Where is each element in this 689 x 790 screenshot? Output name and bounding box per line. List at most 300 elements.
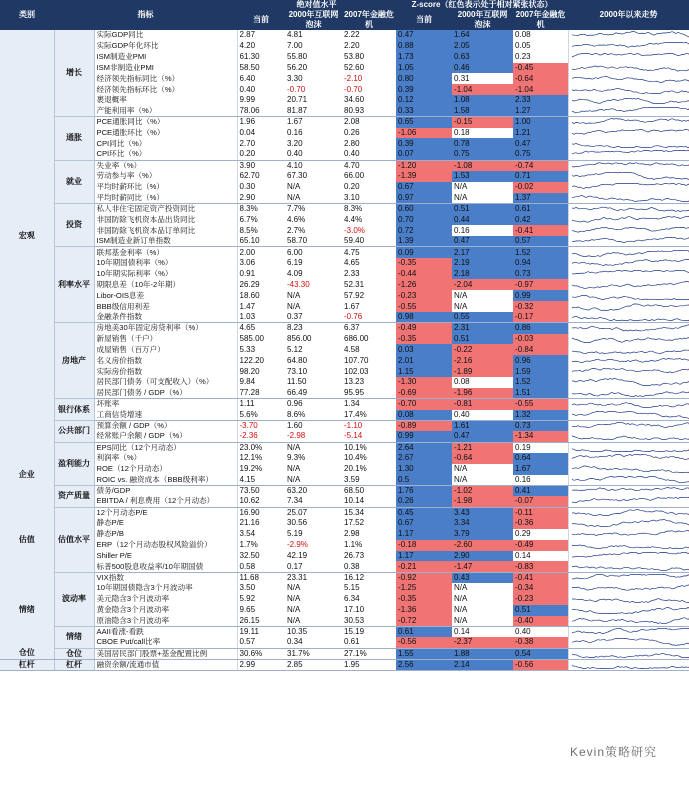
sparkline-chart [571, 616, 689, 626]
trend-sparkline [568, 138, 689, 149]
sparkline-chart [571, 236, 689, 246]
indicator-name: EBITDA / 利息费用（12个月动态） [94, 496, 237, 507]
abs-value: 0.38 [342, 561, 396, 572]
trend-sparkline [568, 214, 689, 225]
abs-value: 107.70 [344, 355, 369, 365]
sparkline-chart [571, 215, 689, 225]
zscore-value: 1.27 [513, 106, 568, 117]
sparkline-path [572, 43, 689, 48]
indicator-name: 平均时薪同比（%） [94, 193, 237, 204]
header-zscore: Z-score（红色表示处于相对紧张状态） [396, 0, 568, 10]
trend-sparkline [568, 247, 689, 258]
indicator-name: 成屋销售（百万户） [94, 344, 237, 355]
abs-value: N/A [287, 301, 301, 311]
trend-sparkline [568, 128, 689, 139]
category-cell: 企业 [0, 442, 54, 507]
table-row [0, 453, 689, 464]
abs-value: -43.30 [287, 279, 310, 289]
trend-sparkline [568, 160, 689, 171]
sparkline-path [572, 358, 689, 362]
abs-value: 585.00 [239, 334, 264, 344]
abs-value: -0.76 [342, 312, 396, 323]
sparkline-chart [571, 258, 689, 268]
abs-value: 122.20 [239, 355, 264, 365]
abs-value: -2.98 [285, 431, 342, 442]
abs-value: 10.62 [237, 496, 285, 507]
abs-value: 2.70 [239, 138, 256, 148]
abs-value: 30.53 [342, 616, 396, 627]
abs-value: N/A [287, 442, 301, 452]
table-row [0, 594, 689, 605]
sparkline-chart [571, 204, 689, 214]
zscore-value: -1.36 [396, 605, 452, 616]
abs-value: 4.58 [344, 344, 360, 354]
abs-value: 2.7% [287, 225, 306, 235]
abs-value: 78.06 [237, 106, 285, 117]
zscore-value: -0.35 [396, 258, 452, 269]
trend-sparkline [568, 301, 689, 312]
zscore-value: -0.56 [513, 659, 568, 670]
zscore-value: 0.42 [513, 214, 568, 225]
abs-value: 15.34 [344, 507, 365, 517]
zscore-value: -1.04 [452, 84, 513, 95]
indicator-name: 实际GDP同比 [94, 30, 237, 41]
table-row [0, 583, 689, 594]
indicator-name: 居民部门债务（可支配收入）（%） [94, 377, 237, 388]
abs-value: 66.00 [344, 171, 365, 181]
abs-value: 10.14 [342, 496, 396, 507]
sparkline-chart [571, 540, 689, 550]
sparkline-path [572, 392, 689, 397]
zscore-value: 2.05 [452, 41, 513, 52]
category-cell: 杠杆 [0, 659, 54, 670]
table-row [0, 626, 689, 637]
zscore-value: 0.39 [396, 84, 452, 95]
indicator-name: Shiller P/E [94, 551, 237, 562]
sparkline-chart [571, 345, 689, 355]
trend-sparkline [568, 442, 689, 453]
sparkline-path [572, 665, 689, 668]
trend-sparkline [568, 518, 689, 529]
abs-value: 0.40 [239, 84, 256, 94]
abs-value: 64.80 [287, 355, 308, 365]
sparkline-path [572, 325, 689, 331]
sparkline-chart [571, 106, 689, 116]
sparkline-path [572, 143, 689, 147]
zscore-value: N/A [454, 464, 468, 474]
abs-value: 8.23 [287, 323, 303, 333]
abs-value: 13.23 [344, 377, 365, 387]
indicator-name: 黄金隐含3个月波动率 [94, 605, 237, 616]
sparkline-path [572, 552, 689, 557]
zscore-value: -2.60 [452, 540, 513, 551]
abs-value: 0.04 [239, 128, 256, 138]
sparkline-chart [571, 280, 689, 290]
zscore-value: 1.30 [396, 464, 452, 475]
trend-sparkline [568, 507, 689, 518]
zscore-value: 0.19 [515, 442, 531, 452]
table-row [0, 236, 689, 247]
zscore-value: 0.14 [515, 550, 531, 560]
sparkline-path [572, 281, 689, 288]
abs-value: 27.1% [342, 648, 396, 659]
sparkline-path [572, 151, 689, 155]
abs-value: 4.75 [344, 247, 360, 257]
trend-sparkline [568, 63, 689, 74]
sparkline-path [572, 639, 689, 646]
sparkline-path [572, 216, 689, 222]
table-row [0, 106, 689, 117]
sparkline-chart [571, 161, 689, 171]
zscore-value: 0.97 [396, 193, 452, 204]
abs-value: 10.4% [344, 453, 367, 463]
sparkline-chart [571, 508, 689, 518]
header-abs-level: 绝对值水平 [237, 0, 396, 10]
sparkline-path [572, 566, 689, 571]
trend-sparkline [568, 648, 689, 659]
sparkline-path [572, 173, 689, 180]
zscore-value: 2.90 [452, 551, 513, 562]
abs-value: 58.50 [239, 62, 260, 72]
sparkline-chart [571, 356, 689, 366]
table-row [0, 225, 689, 236]
abs-value: 81.87 [285, 106, 342, 117]
zscore-value: 0.39 [396, 138, 452, 149]
abs-value: 20.71 [287, 95, 308, 105]
sparkline-path [572, 99, 689, 104]
indicator-name: 新屋销售（千户） [94, 334, 237, 345]
table-row [0, 561, 689, 572]
zscore-value: -0.55 [396, 301, 452, 312]
zscore-value: 0.80 [396, 73, 452, 84]
abs-value: 8.5% [239, 225, 258, 235]
zscore-value: 1.17 [396, 551, 452, 562]
sparkline-chart [571, 269, 689, 279]
sparkline-chart [571, 139, 689, 149]
zscore-value: N/A [454, 182, 468, 192]
zscore-value: -0.56 [396, 637, 452, 648]
abs-value: 1.96 [239, 117, 256, 127]
sparkline-chart [571, 63, 689, 73]
table-row [0, 551, 689, 562]
trend-sparkline [568, 334, 689, 345]
abs-value: 0.40 [285, 149, 342, 160]
sparkline-path [572, 32, 689, 38]
table-row [0, 128, 689, 139]
abs-value: 3.54 [239, 529, 256, 539]
trend-sparkline [568, 344, 689, 355]
trend-sparkline [568, 540, 689, 551]
abs-value: 17.4% [342, 410, 396, 421]
trend-sparkline [568, 583, 689, 594]
abs-value: 6.34 [344, 594, 360, 604]
subcategory-cell: 利率水平 [54, 247, 94, 323]
abs-value: 7.00 [287, 41, 303, 51]
abs-value: 0.17 [285, 561, 342, 572]
sparkline-path [572, 403, 689, 408]
abs-value: -5.14 [342, 431, 396, 442]
abs-value: -2.36 [237, 431, 285, 442]
abs-value: 2.87 [239, 30, 256, 40]
trend-sparkline [568, 464, 689, 475]
zscore-value: 0.63 [452, 52, 513, 63]
zscore-value: 2.33 [513, 95, 568, 106]
subcategory-cell: 仓位 [54, 648, 94, 659]
sparkline-path [572, 653, 689, 657]
zscore-value: 0.31 [454, 73, 470, 83]
trend-sparkline [568, 41, 689, 52]
subcategory-cell: 盈利能力 [54, 442, 94, 485]
zscore-value: -0.55 [513, 399, 568, 410]
zscore-value: 0.61 [396, 626, 452, 637]
abs-value: 2.98 [344, 529, 360, 539]
abs-value: 17.10 [344, 605, 365, 615]
col-z-2007: 2007年金融危机 [513, 10, 568, 30]
zscore-value: -0.45 [513, 63, 568, 74]
zscore-value: 0.67 [396, 182, 452, 193]
zscore-value: -0.07 [513, 496, 568, 507]
indicator-name: 居民部门债务 / GDP（%） [94, 388, 237, 399]
sparkline-path [572, 423, 689, 428]
table-row [0, 182, 689, 193]
abs-value: N/A [287, 182, 301, 192]
abs-value: -3.70 [239, 421, 258, 431]
indicator-name: CBOE Put/call比率 [94, 637, 237, 648]
abs-value: 2.22 [344, 30, 360, 40]
indicator-name: 经济领先指标同比（%） [94, 73, 237, 84]
abs-value: 5.19 [287, 529, 303, 539]
subcategory-cell: 银行体系 [54, 399, 94, 421]
abs-value: 17.52 [344, 518, 365, 528]
abs-value: 4.15 [237, 475, 285, 486]
abs-value: 3.90 [239, 160, 256, 170]
zscore-value: 0.47 [452, 236, 513, 247]
trend-sparkline [568, 431, 689, 442]
abs-value: 2.90 [237, 193, 285, 204]
category-cell: 仓位 [0, 648, 54, 659]
zscore-value: -2.04 [452, 279, 513, 290]
sparkline-chart [571, 95, 689, 105]
zscore-value: -0.84 [513, 344, 568, 355]
abs-value: 62.70 [239, 171, 260, 181]
trend-sparkline [568, 117, 689, 128]
abs-value: 16.12 [344, 572, 365, 582]
zscore-value: 1.39 [396, 236, 452, 247]
sparkline-path [572, 119, 689, 124]
abs-value: 23.0% [239, 442, 263, 452]
zscore-value: -0.35 [396, 334, 452, 345]
abs-value: 63.20 [287, 486, 308, 496]
sparkline-chart [571, 41, 689, 51]
table-row [0, 377, 689, 388]
zscore-value: 1.64 [452, 30, 513, 41]
abs-value: -3.0% [344, 225, 365, 235]
zscore-value: 1.52 [513, 377, 568, 388]
abs-value: 19.2% [239, 464, 263, 474]
zscore-value: 0.03 [396, 344, 452, 355]
abs-value: 5.6% [237, 410, 285, 421]
trend-sparkline [568, 659, 689, 670]
sparkline-path [572, 607, 689, 613]
zscore-value: 0.08 [396, 410, 452, 421]
subcategory-cell: 估值水平 [54, 507, 94, 572]
zscore-value: 1.73 [396, 52, 452, 63]
zscore-value: -0.15 [452, 117, 513, 128]
zscore-value: 0.75 [452, 149, 513, 160]
zscore-value: 0.44 [452, 214, 513, 225]
abs-value: 0.58 [237, 561, 285, 572]
abs-value: 10.1% [344, 442, 367, 452]
sparkline-path [572, 270, 689, 274]
zscore-value: 0.70 [396, 214, 452, 225]
zscore-value: 0.47 [396, 30, 452, 41]
zscore-value: -0.03 [513, 334, 568, 345]
table-row [0, 171, 689, 182]
sparkline-chart [571, 660, 689, 670]
abs-value: 68.50 [344, 486, 365, 496]
sparkline-chart [571, 30, 689, 40]
indicator-name: 标普500股息收益率/10年期国债 [94, 561, 237, 572]
abs-value: 12.1% [239, 453, 263, 463]
abs-value: 20.1% [344, 464, 367, 474]
zscore-value: -0.36 [513, 518, 568, 529]
abs-value: 2.99 [237, 659, 285, 670]
sparkline-path [572, 488, 689, 491]
sparkline-path [572, 574, 689, 578]
abs-value: 1.11 [239, 399, 255, 409]
zscore-value: -0.69 [396, 388, 452, 399]
abs-value: 73.10 [287, 366, 308, 376]
zscore-value: 0.51 [452, 334, 513, 345]
abs-value: N/A [287, 464, 301, 474]
trend-sparkline [568, 73, 689, 84]
sparkline-chart [571, 334, 689, 344]
trend-sparkline [568, 485, 689, 496]
zscore-value: -0.40 [513, 616, 568, 627]
sparkline-chart [571, 367, 689, 377]
sparkline-path [572, 531, 689, 536]
sparkline-chart [571, 74, 689, 84]
zscore-value: 2.67 [396, 453, 452, 464]
zscore-value: 0.14 [454, 627, 470, 637]
zscore-value: 2.31 [452, 323, 513, 334]
abs-value: -2.9% [287, 540, 308, 550]
zscore-value: 0.45 [396, 507, 452, 518]
abs-value: 77.28 [237, 388, 285, 399]
zscore-value: 0.16 [513, 475, 568, 486]
zscore-value: 1.32 [513, 410, 568, 421]
zscore-value: 1.59 [513, 366, 568, 377]
zscore-value: 0.98 [396, 312, 452, 323]
abs-value: 1.34 [344, 399, 360, 409]
zscore-value: 0.78 [452, 138, 513, 149]
indicator-name: 债务/GDP [94, 485, 237, 496]
sparkline-chart [571, 248, 689, 258]
sparkline-path [572, 88, 689, 93]
trend-sparkline [568, 204, 689, 215]
sparkline-chart [571, 443, 689, 453]
zscore-value: 1.37 [513, 193, 568, 204]
abs-value: -1.10 [344, 421, 363, 431]
indicator-name: EPS同比（12个月动态） [94, 442, 237, 453]
zscore-value: -1.47 [452, 561, 513, 572]
zscore-value: 0.33 [396, 106, 452, 117]
zscore-value: -1.89 [452, 366, 513, 377]
sparkline-path [572, 476, 689, 482]
abs-value: 26.15 [237, 616, 285, 627]
sparkline-chart [571, 573, 689, 583]
trend-sparkline [568, 30, 689, 41]
abs-value: 4.65 [344, 258, 360, 268]
sparkline-chart [571, 291, 689, 301]
abs-value: 8.3% [239, 204, 258, 214]
zscore-value: 1.76 [396, 485, 452, 496]
sparkline-path [572, 54, 689, 58]
abs-value: 73.50 [239, 486, 260, 496]
sparkline-path [572, 184, 689, 189]
sparkline-chart [571, 486, 689, 496]
zscore-value: -1.08 [452, 160, 513, 171]
zscore-value: -0.72 [396, 616, 452, 627]
zscore-value: 0.47 [513, 138, 568, 149]
indicator-name: ISM制造业新订单指数 [94, 236, 237, 247]
sparkline-chart [571, 117, 689, 127]
trend-sparkline [568, 171, 689, 182]
indicator-name: 平均时薪环比（%） [94, 182, 237, 193]
abs-value: 0.34 [285, 637, 342, 648]
table-row [0, 529, 689, 540]
zscore-value: 0.99 [396, 431, 452, 442]
category-cell: 估值 [0, 507, 54, 572]
zscore-value: 0.55 [452, 312, 513, 323]
header-trend: 2000年以来走势 [568, 0, 689, 30]
table-row [0, 648, 689, 659]
abs-value: N/A [285, 193, 342, 204]
zscore-value: 0.26 [396, 496, 452, 507]
sparkline-chart [571, 453, 689, 463]
abs-value: 61.30 [239, 52, 260, 62]
trend-sparkline [568, 616, 689, 627]
zscore-value: 0.94 [513, 258, 568, 269]
abs-value: 30.6% [237, 648, 285, 659]
indicator-name: 静态P/E [94, 518, 237, 529]
trend-sparkline [568, 377, 689, 388]
abs-value: 23.31 [287, 572, 308, 582]
indicator-name: 静态P/B [94, 529, 237, 540]
table-row [0, 247, 689, 258]
trend-sparkline [568, 561, 689, 572]
zscore-value: N/A [454, 583, 468, 593]
abs-value: 2.20 [344, 41, 360, 51]
indicator-name: 实际GDP年化环比 [94, 41, 237, 52]
abs-value: 10.35 [287, 627, 308, 637]
abs-value: 1.7% [239, 540, 258, 550]
abs-value: 1.67 [344, 301, 360, 311]
abs-value: 32.50 [239, 550, 260, 560]
table-row [0, 279, 689, 290]
indicator-name: ISM制造业PMI [94, 52, 237, 63]
zscore-value: 1.51 [513, 388, 568, 399]
zscore-value: 0.65 [396, 117, 452, 128]
zscore-value: -0.41 [513, 225, 568, 236]
table-row [0, 30, 689, 41]
trend-sparkline [568, 388, 689, 399]
abs-value: 59.40 [342, 236, 396, 247]
zscore-value: 0.96 [513, 355, 568, 366]
trend-sparkline [568, 312, 689, 323]
sparkline-chart [571, 464, 689, 474]
zscore-value: 0.05 [515, 41, 531, 51]
